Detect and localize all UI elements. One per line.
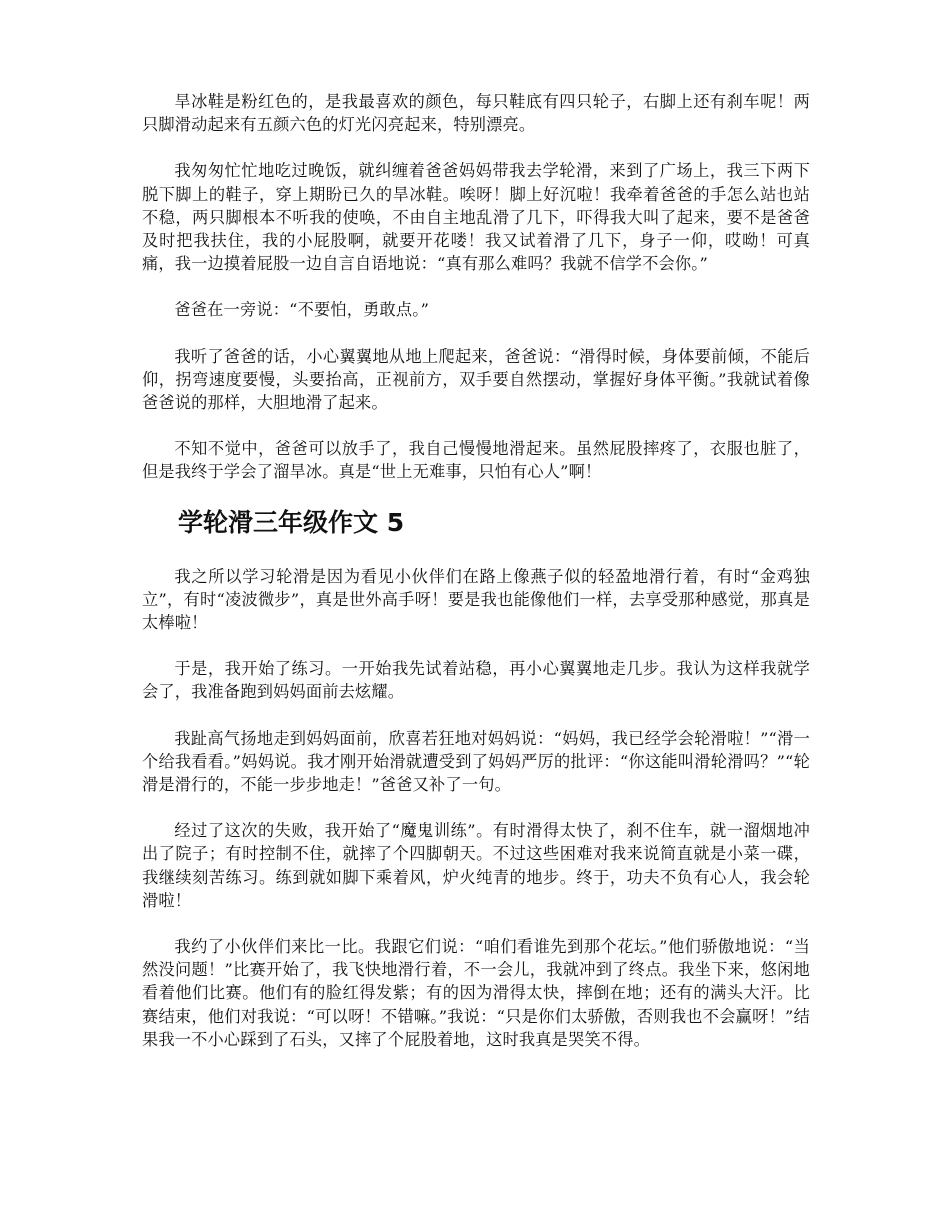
paragraph: 我匆匆忙忙地吃过晚饭，就纠缠着爸爸妈妈带我去学轮滑，来到了广场上，我三下两下脱下脚上的鞋子，穿上期盼已久的旱冰鞋。唉呀！脚上好沉啦！我牵着爸爸的手怎么站也站不稳，两只脚根本不听我的使唤，不由自主地乱滑了几下，吓得我大叫了起来，要不是爸爸及时把我扶住，我的小屁股啊，就要开花喽！我又试着滑了几下，身子一仰，哎呦！可真痛，我一边摸着屁股一边自言自语地说：“真有那么难吗？我就不信学不会你。” [142,161,810,274]
paragraph: 我听了爸爸的话，小心翼翼地从地上爬起来，爸爸说：“滑得时候，身体要前倾，不能后仰，拐弯速度要慢，头要抬高，正视前方，双手要自然摆动，掌握好身体平衡。”我就试着像爸爸说的那样，大胆地滑了起来。 [142,346,810,413]
paragraph: 于是，我开始了练习。一开始我先试着站稳，再小心翼翼地走几步。我认为这样我就学会了，我准备跑到妈妈面前去炫耀。 [142,659,810,702]
paragraph: 我趾高气扬地走到妈妈面前，欣喜若狂地对妈妈说：“妈妈，我已经学会轮滑啦！”“滑一个给我看看。”妈妈说。我才刚开始滑就遭受到了妈妈严厉的批评：“你这能叫滑轮滑吗？”“轮滑是滑行的，不能一步步地走！”爸爸又补了一句。 [142,728,810,795]
paragraph: 爸爸在一旁说：“不要怕，勇敢点。” [174,300,430,320]
paragraph: 经过了这次的失败，我开始了“魔鬼训练”。有时滑得太快了，刹不住车，就一溜烟地冲出了院子；有时控制不住，就摔了个四脚朝天。不过这些困难对我来说简直就是小菜一碟，我继续刻苦练习。练到就如脚下乘着风，炉火纯青的地步。终于，功夫不负有心人，我会轮滑啦！ [142,821,810,910]
paragraph: 不知不觉中，爸爸可以放手了，我自己慢慢地滑起来。虽然屁股摔疼了，衣服也脏了，但是我终于学会了溜旱冰。真是“世上无难事，只怕有心人”啊！ [142,439,810,482]
paragraph: 旱冰鞋是粉红色的，是我最喜欢的颜色，每只鞋底有四只轮子，右脚上还有刹车呢！两只脚滑动起来有五颜六色的灯光闪亮起来，特别漂亮。 [142,92,810,135]
document-body [142,90,810,1074]
paragraph: 我约了小伙伴们来比一比。我跟它们说：“咱们看谁先到那个花坛。”他们骄傲地说：“当然没问题！”比赛开始了，我飞快地滑行着，不一会儿，我就冲到了终点。我坐下来，悠闲地看着他们比赛。他们有的脸红得发紫；有的因为滑得太快，摔倒在地；还有的满头大汗。比赛结束，他们对我说：“可以呀！不错嘛。”我说：“只是你们太骄傲，否则我也不会赢呀！”结果我一不小心踩到了石头，又摔了个屁股着地，这时我真是哭笑不得。 [142,937,810,1049]
section-heading: 学轮滑三年级作文 5 [178,507,405,537]
paragraph: 我之所以学习轮滑是因为看见小伙伴们在路上像燕子似的轻盈地滑行着，有时“金鸡独立”，有时“凌波微步”，真是世外高手呀！要是我也能像他们一样，去享受那种感觉，那真是太棒啦！ [142,566,810,633]
